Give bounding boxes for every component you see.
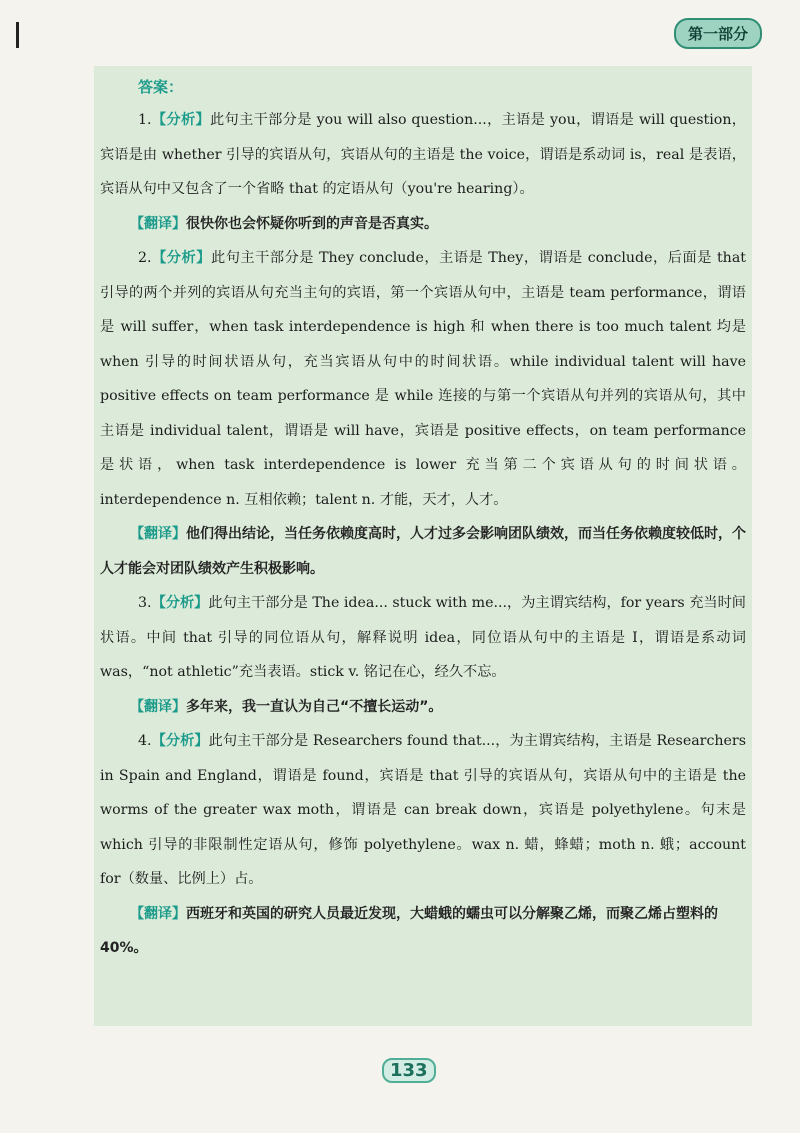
translation-tag: 【翻译】: [130, 526, 186, 542]
section-tab: 第一部分: [674, 18, 762, 49]
analysis-paragraph-2: [100, 241, 746, 517]
translation-tag: 【翻译】: [130, 215, 186, 232]
translation-paragraph-3: [100, 690, 746, 725]
analysis-tag: 【分析】: [151, 250, 211, 266]
translation-tag: 【翻译】: [130, 698, 186, 715]
answer-title: 答案：: [138, 78, 184, 96]
analysis-text: 此句主干部分是 you will also question...，主语是 you，谓语是 will question，宾语是由 whether 引导的宾语从句，宾语从句的主语是 the voice，谓语是系动词 is，real 是表语，宾语从句中又包含了一个省略 that 的定语从句（you're hearing）。: [100, 112, 746, 197]
translation-paragraph-1: [100, 207, 746, 242]
analysis-tag: 【分析】: [151, 112, 211, 128]
analysis-text: 此句主干部分是 The idea... stuck with me...，为主谓宾结构，for years 充当时间状语。中间 that 引导的同位语从句，解释说明 idea，同位语从句中的主语是 I，谓语是系动词 was，“not athletic”充当表语。stick v. 铭记在心，经久不忘。: [100, 595, 746, 680]
translation-tag: 【翻译】: [130, 905, 186, 922]
translation-paragraph-2: [100, 517, 746, 586]
analysis-paragraph-4: [100, 724, 746, 897]
analysis-tag: 【分析】: [151, 595, 209, 611]
analysis-paragraph-3: [100, 586, 746, 690]
analysis-tag: 【分析】: [151, 733, 209, 749]
item-number: 4.: [138, 733, 152, 749]
translation-text: 西班牙和英国的研究人员最近发现，大蜡蛾的蠕虫可以分解聚乙烯，而聚乙烯占塑料的 40%。: [100, 905, 718, 956]
answer-panel: [94, 66, 752, 1026]
analysis-paragraph-1: [100, 103, 746, 207]
binding-edge-mark: [16, 22, 19, 48]
item-number: 1.: [138, 112, 152, 128]
item-number: 2.: [138, 250, 152, 266]
translation-text: 很快你也会怀疑你听到的声音是否真实。: [186, 215, 438, 232]
item-number: 3.: [138, 595, 152, 611]
analysis-text: 此句主干部分是 They conclude，主语是 They，谓语是 conclude，后面是 that 引导的两个并列的宾语从句充当主句的宾语，第一个宾语从句中，主语是 team performance，谓语是 will suffer，when task interdependence is high 和 when there is too much talent 均是 when 引导的时间状语从句，充当宾语从句中的时间状语。while individual talent will have positive effects on team performance 是 while 连接的与第一个宾语从句并列的宾语从句，其中主语是 individual talent，谓语是 will have，宾语是 positive effects，on team performance 是状语，when task interdependence is lower 充当第二个宾语从句的时间状语。interdependence n. 互相依赖；talent n. 才能，天才，人才。: [100, 250, 746, 508]
translation-text: 他们得出结论，当任务依赖度高时，人才过多会影响团队绩效，而当任务依赖度较低时，个人才能会对团队绩效产生积极影响。: [100, 526, 746, 577]
translation-paragraph-4: [100, 897, 746, 966]
page-number: 133: [382, 1058, 436, 1083]
analysis-text: 此句主干部分是 Researchers found that...，为主谓宾结构，主语是 Researchers in Spain and England，谓语是 found，宾语是 that 引导的宾语从句，宾语从句中的主语是 the worms of the greater wax moth，谓语是 can break down，宾语是 polyethylene。句末是 which 引导的非限制性定语从句，修饰 polyethylene。wax n. 蜡，蜂蜡；moth n. 蛾；account for（数量、比例上）占。: [100, 733, 746, 887]
translation-text: 多年来，我一直认为自己“不擅长运动”。: [186, 698, 443, 715]
